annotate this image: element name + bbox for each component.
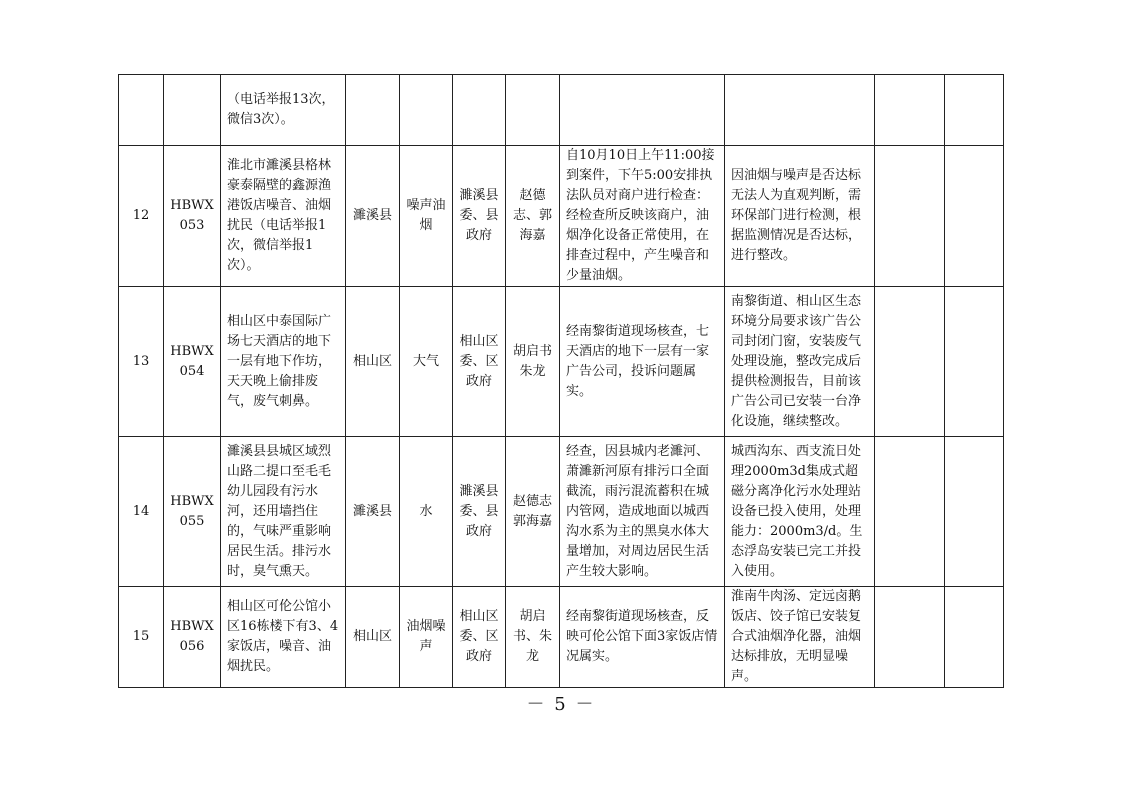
case-code: HBWX055	[164, 437, 221, 587]
pollution-type: 大气	[400, 287, 453, 437]
pollution-type: 水	[400, 437, 453, 587]
extra-cell	[945, 75, 1004, 146]
extra-cell	[875, 587, 945, 688]
case-code: HBWX053	[164, 146, 221, 287]
row-number	[119, 75, 164, 146]
row-number: 13	[119, 287, 164, 437]
row-number: 14	[119, 437, 164, 587]
responsible-leader: 胡启书、朱龙	[506, 587, 560, 688]
extra-cell	[875, 146, 945, 287]
responsible-leader: 赵德志、郭海嘉	[506, 146, 560, 287]
responsible-leader: 胡启书朱龙	[506, 287, 560, 437]
responsible-unit	[453, 75, 506, 146]
table-row	[119, 146, 1004, 287]
extra-cell	[875, 75, 945, 146]
responsible-leader: 赵德志郭海嘉	[506, 437, 560, 587]
case-table	[118, 74, 1004, 688]
responsible-unit: 濉溪县委、县政府	[453, 146, 506, 287]
region: 濉溪县	[346, 437, 400, 587]
responsible-unit: 相山区委、区政府	[453, 587, 506, 688]
rectification-status: 南黎街道、相山区生态环境分局要求该广告公司封闭门窗，安装废气处理设施，整改完成后提供检测报告，目前该广告公司已安装一台净化设施，继续整改。	[725, 287, 875, 437]
extra-cell	[945, 287, 1004, 437]
table-row	[119, 75, 1004, 146]
case-code	[164, 75, 221, 146]
pollution-type: 噪声油烟	[400, 146, 453, 287]
complaint-content: 相山区中泰国际广场七天酒店的地下一层有地下作坊，天天晚上偷排废气，废气刺鼻。	[221, 287, 346, 437]
table-row	[119, 437, 1004, 587]
extra-cell	[875, 287, 945, 437]
region	[346, 75, 400, 146]
extra-cell	[875, 437, 945, 587]
row-number: 15	[119, 587, 164, 688]
complaint-content: 濉溪县县城区域烈山路二提口至毛毛幼儿园段有污水河，还用墙挡住的，气味严重影响居民生活。排污水时，臭气熏天。	[221, 437, 346, 587]
case-code: HBWX056	[164, 587, 221, 688]
region: 相山区	[346, 287, 400, 437]
complaint-content: 淮北市濉溪县格林豪泰隔壁的鑫源渔港饭店噪音、油烟扰民（电话举报1次，微信举报1次）。	[221, 146, 346, 287]
pollution-type: 油烟噪声	[400, 587, 453, 688]
rectification-status	[725, 75, 875, 146]
pollution-type	[400, 75, 453, 146]
investigation-result	[560, 75, 725, 146]
responsible-unit: 相山区委、区政府	[453, 287, 506, 437]
complaint-content: （电话举报13次，微信3次）。	[221, 75, 346, 146]
investigation-result: 经查，因县城内老濉河、萧濉新河原有排污口全面截流，雨污混流蓄积在城内管网，造成地面以城西沟水系为主的黑臭水体大量增加，对周边居民生活产生较大影响。	[560, 437, 725, 587]
rectification-status: 因油烟与噪声是否达标无法人为直观判断，需环保部门进行检测，根据监测情况是否达标，进行整改。	[725, 146, 875, 287]
investigation-result: 经南黎街道现场核查，反映可伦公馆下面3家饭店情况属实。	[560, 587, 725, 688]
table-row	[119, 287, 1004, 437]
row-number: 12	[119, 146, 164, 287]
responsible-leader	[506, 75, 560, 146]
region: 相山区	[346, 587, 400, 688]
extra-cell	[945, 587, 1004, 688]
rectification-status: 淮南牛肉汤、定远卤鹅饭店、饺子馆已安装复合式油烟净化器，油烟达标排放，无明显噪声。	[725, 587, 875, 688]
region: 濉溪县	[346, 146, 400, 287]
extra-cell	[945, 146, 1004, 287]
table-row	[119, 587, 1004, 688]
investigation-result: 自10月10日上午11:00接到案件，下午5:00安排执法队员对商户进行检查：经检查所反映该商户，油烟净化设备正常使用，在排查过程中，产生噪音和少量油烟。	[560, 146, 725, 287]
page-number: － 5 －	[526, 694, 596, 715]
responsible-unit: 濉溪县委、县政府	[453, 437, 506, 587]
investigation-result: 经南黎街道现场核查，七天酒店的地下一层有一家广告公司，投诉问题属实。	[560, 287, 725, 437]
case-code: HBWX054	[164, 287, 221, 437]
extra-cell	[945, 437, 1004, 587]
complaint-content: 相山区可伦公馆小区16栋楼下有3、4家饭店，噪音、油烟扰民。	[221, 587, 346, 688]
rectification-status: 城西沟东、西支流日处理2000m3d集成式超磁分离净化污水处理站设备已投入使用，处理能力：2000m3/d。生态浮岛安装已完工并投入使用。	[725, 437, 875, 587]
